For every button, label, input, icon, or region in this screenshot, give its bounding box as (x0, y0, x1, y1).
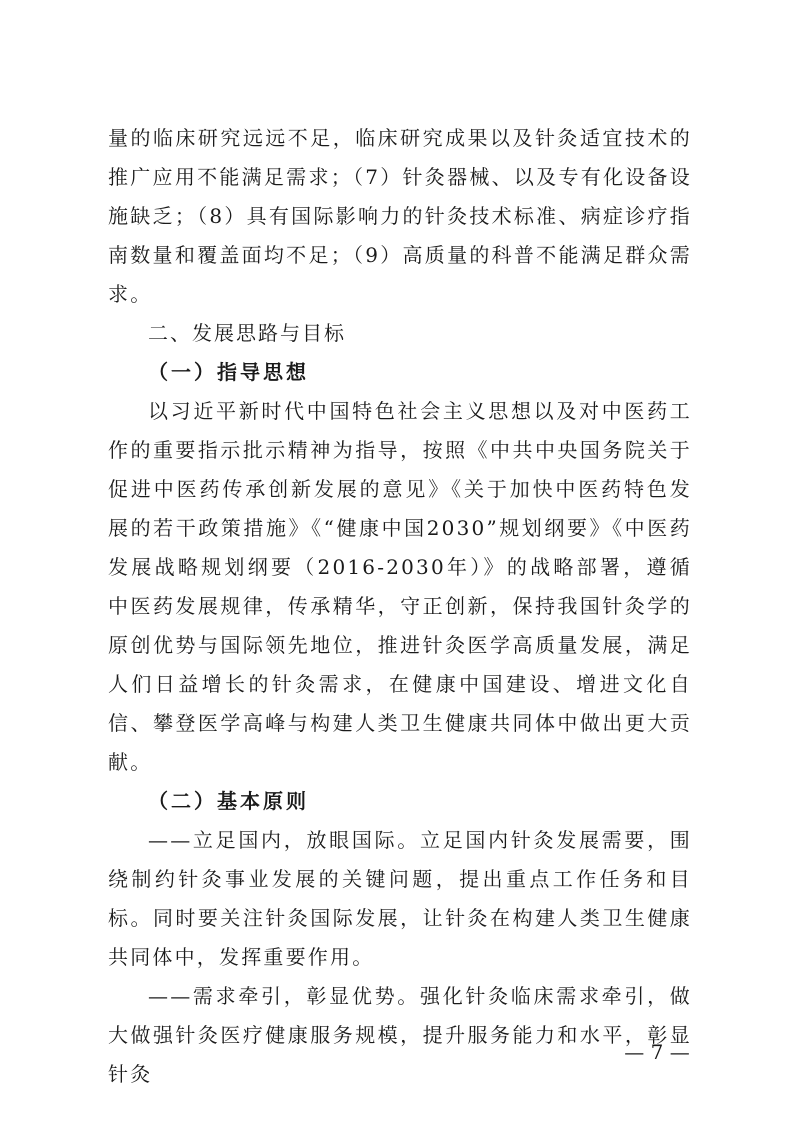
subsection-heading-basic-principles: （二）基本原则 (148, 789, 309, 813)
page-number: — 7 — (624, 1040, 690, 1064)
paragraph-guiding-ideology: 以习近平新时代中国特色社会主义思想以及对中医药工作的重要指示批示精神为指导，按照《中共中央国务院关于促进中医药传承创新发展的意见》《关于加快中医药特色发展的若干政策措施》《“健康中国2030”规划纲要》《中医药发展战略规划纲要（2016-2030年）》的战略部署，遵循中医药发展规律，传承精华，守正创新，保持我国针灸学的原创优势与国际领先地位，推进针灸医学高质量发展，满足人们日益增长的针灸需求，在健康中国建设、增进文化自信、攀登医学高峰与构建人类卫生健康共同体中做出更大贡献。 (108, 399, 692, 774)
subsection-heading-guiding-ideology: （一）指导思想 (148, 360, 309, 384)
document-body (108, 119, 692, 1094)
paragraph-principle-demand-driven: ——需求牵引，彰显优势。强化针灸临床需求牵引，做大做强针灸医疗健康服务规模，提升服务能力和水平，彰显针灸 (108, 984, 692, 1086)
paragraph-principle-domestic-international: ——立足国内，放眼国际。立足国内针灸发展需要，围绕制约针灸事业发展的关键问题，提出重点工作任务和目标。同时要关注针灸国际发展，让针灸在构建人类卫生健康共同体中，发挥重要作用。 (108, 828, 692, 969)
paragraph-continuation: 量的临床研究远远不足，临床研究成果以及针灸适宜技术的推广应用不能满足需求；（7）针灸器械、以及专有化设备设施缺乏；（8）具有国际影响力的针灸技术标准、病症诊疗指南数量和覆盖面均不足；（9）高质量的科普不能满足群众需求。 (108, 126, 692, 306)
section-heading-development-goals: 二、发展思路与目标 (148, 321, 346, 345)
